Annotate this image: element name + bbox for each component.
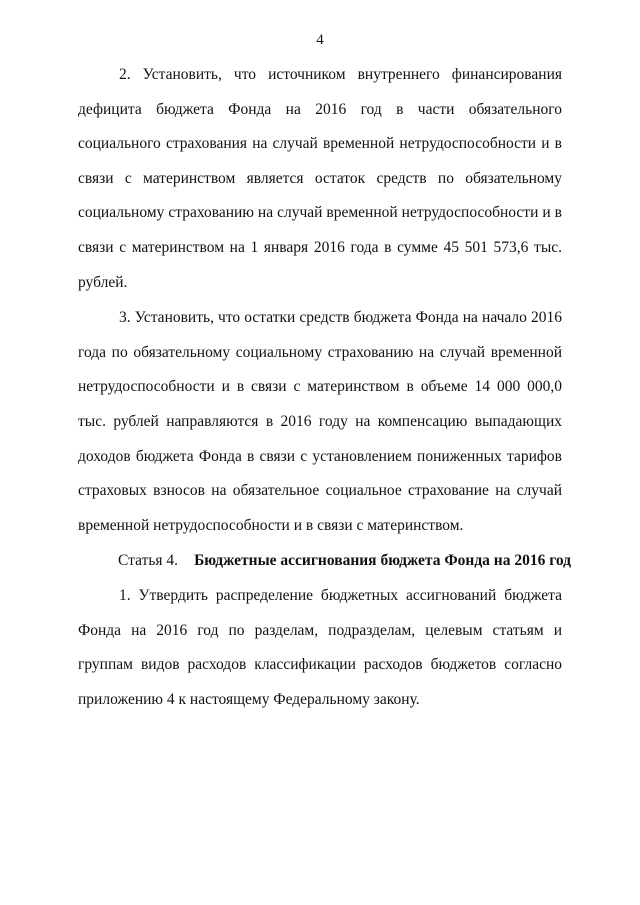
document-body [78,58,572,718]
article-label: Статья 4. [118,552,179,570]
article-paragraph-1: 1. Утвердить распределение бюджетных ассигнований бюджета Фонда на 2016 год по разделам, подразделам, целевым статьям и группам видов расходов классификации расходов бюджетов согласно приложению 4 к настоящему Федеральному закону. [78,586,562,708]
paragraph-2: 2. Установить, что источником внутреннего финансирования дефицита бюджета Фонда на 2016 год в части обязательного социального страхования на случай временной нетрудоспособности и в связи с материнством является остаток средств по обязательному социальному страхованию на случай временной нетрудоспособности и в связи с материнством на 1 января 2016 года в сумме 45 501 573,6 тыс. рублей. [78,66,562,291]
page-number: 4 [316,32,324,48]
article-heading [78,544,572,579]
article-title: Бюджетные ассигнования бюджета Фонда на 2016 год [194,552,572,570]
paragraph-3: 3. Установить, что остатки средств бюджета Фонда на начало 2016 года по обязательному социальному страхованию на случай временной нетрудоспособности и в связи с материнством в объеме 14 000 000,0 тыс. рублей направляются в 2016 году на компенсацию выпадающих доходов бюджета Фонда в связи с установлением пониженных тарифов страховых взносов на обязательное социальное страхование на случай временной нетрудоспособности и в связи с материнством. [78,309,562,534]
